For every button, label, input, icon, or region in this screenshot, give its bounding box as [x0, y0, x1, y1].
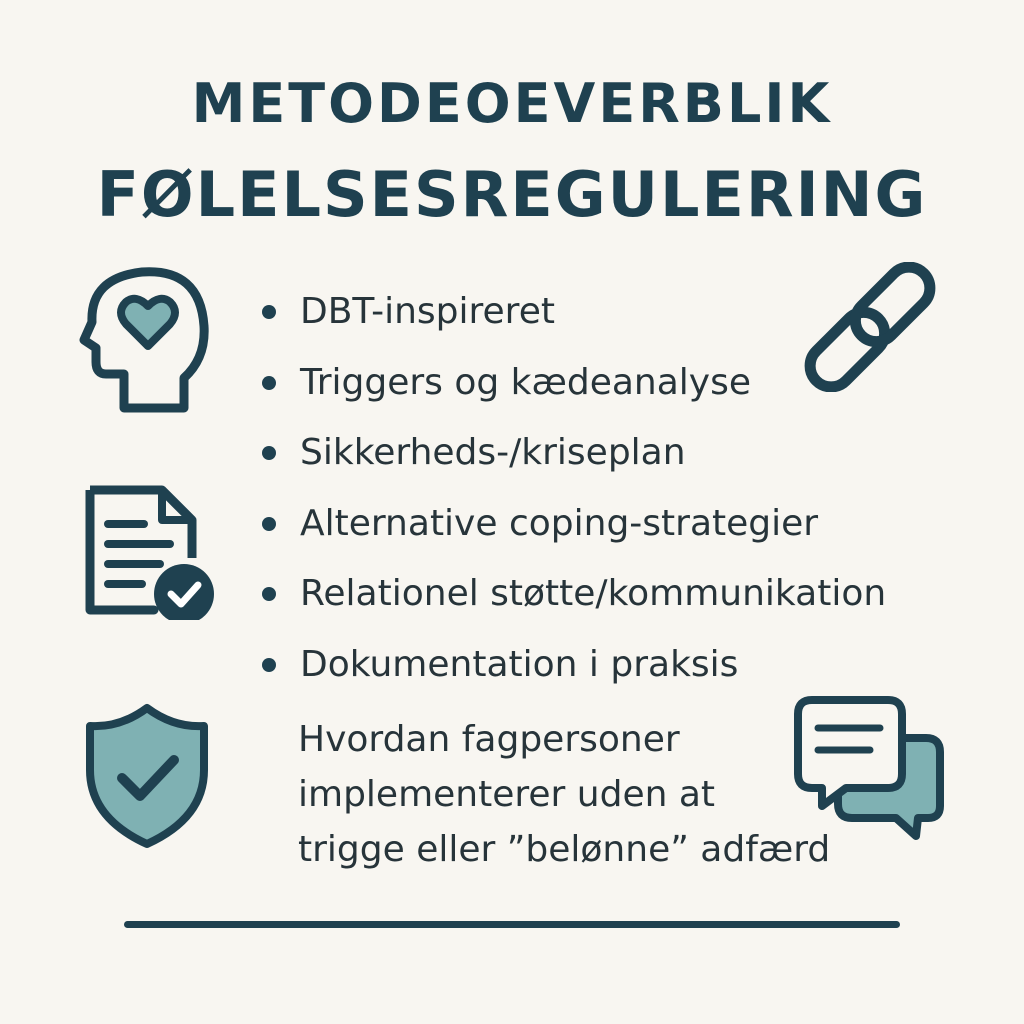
page-title: FØLELSESREGULERING: [96, 158, 928, 231]
list-item-label: Triggers og kædeanalyse: [300, 361, 752, 403]
list-item: [262, 635, 886, 706]
list-item: [262, 564, 886, 635]
title-overline: METODEOEVERBLIK: [191, 72, 833, 135]
bullet-dot: [262, 517, 276, 531]
list-item-label: Alternative coping-strategier: [300, 502, 819, 544]
list-item: [262, 423, 886, 494]
question-line: trigge eller ”belønne” adfærd: [298, 829, 831, 870]
head-heart-icon: [76, 262, 216, 414]
question-line: implementerer uden at: [298, 774, 716, 815]
divider: [124, 921, 900, 928]
list-item: [262, 353, 886, 424]
bullet-dot: [262, 658, 276, 672]
shield-check-icon: [82, 700, 212, 850]
list-item-label: Dokumentation i praksis: [300, 643, 739, 685]
list-item-label: Relationel støtte/kommunikation: [300, 573, 887, 614]
bullet-dot: [262, 305, 276, 319]
list-item: [262, 282, 886, 353]
bullet-dot: [262, 446, 276, 460]
list-item-label: DBT-inspireret: [300, 291, 555, 332]
bullet-dot: [262, 376, 276, 390]
bullet-dot: [262, 587, 276, 601]
question-text: [298, 712, 858, 877]
question-line: Hvordan fagpersoner: [298, 719, 680, 760]
document-check-icon: [80, 480, 222, 620]
method-list: [262, 282, 886, 705]
list-item-label: Sikkerheds-/kriseplan: [300, 432, 686, 473]
list-item: [262, 494, 886, 565]
